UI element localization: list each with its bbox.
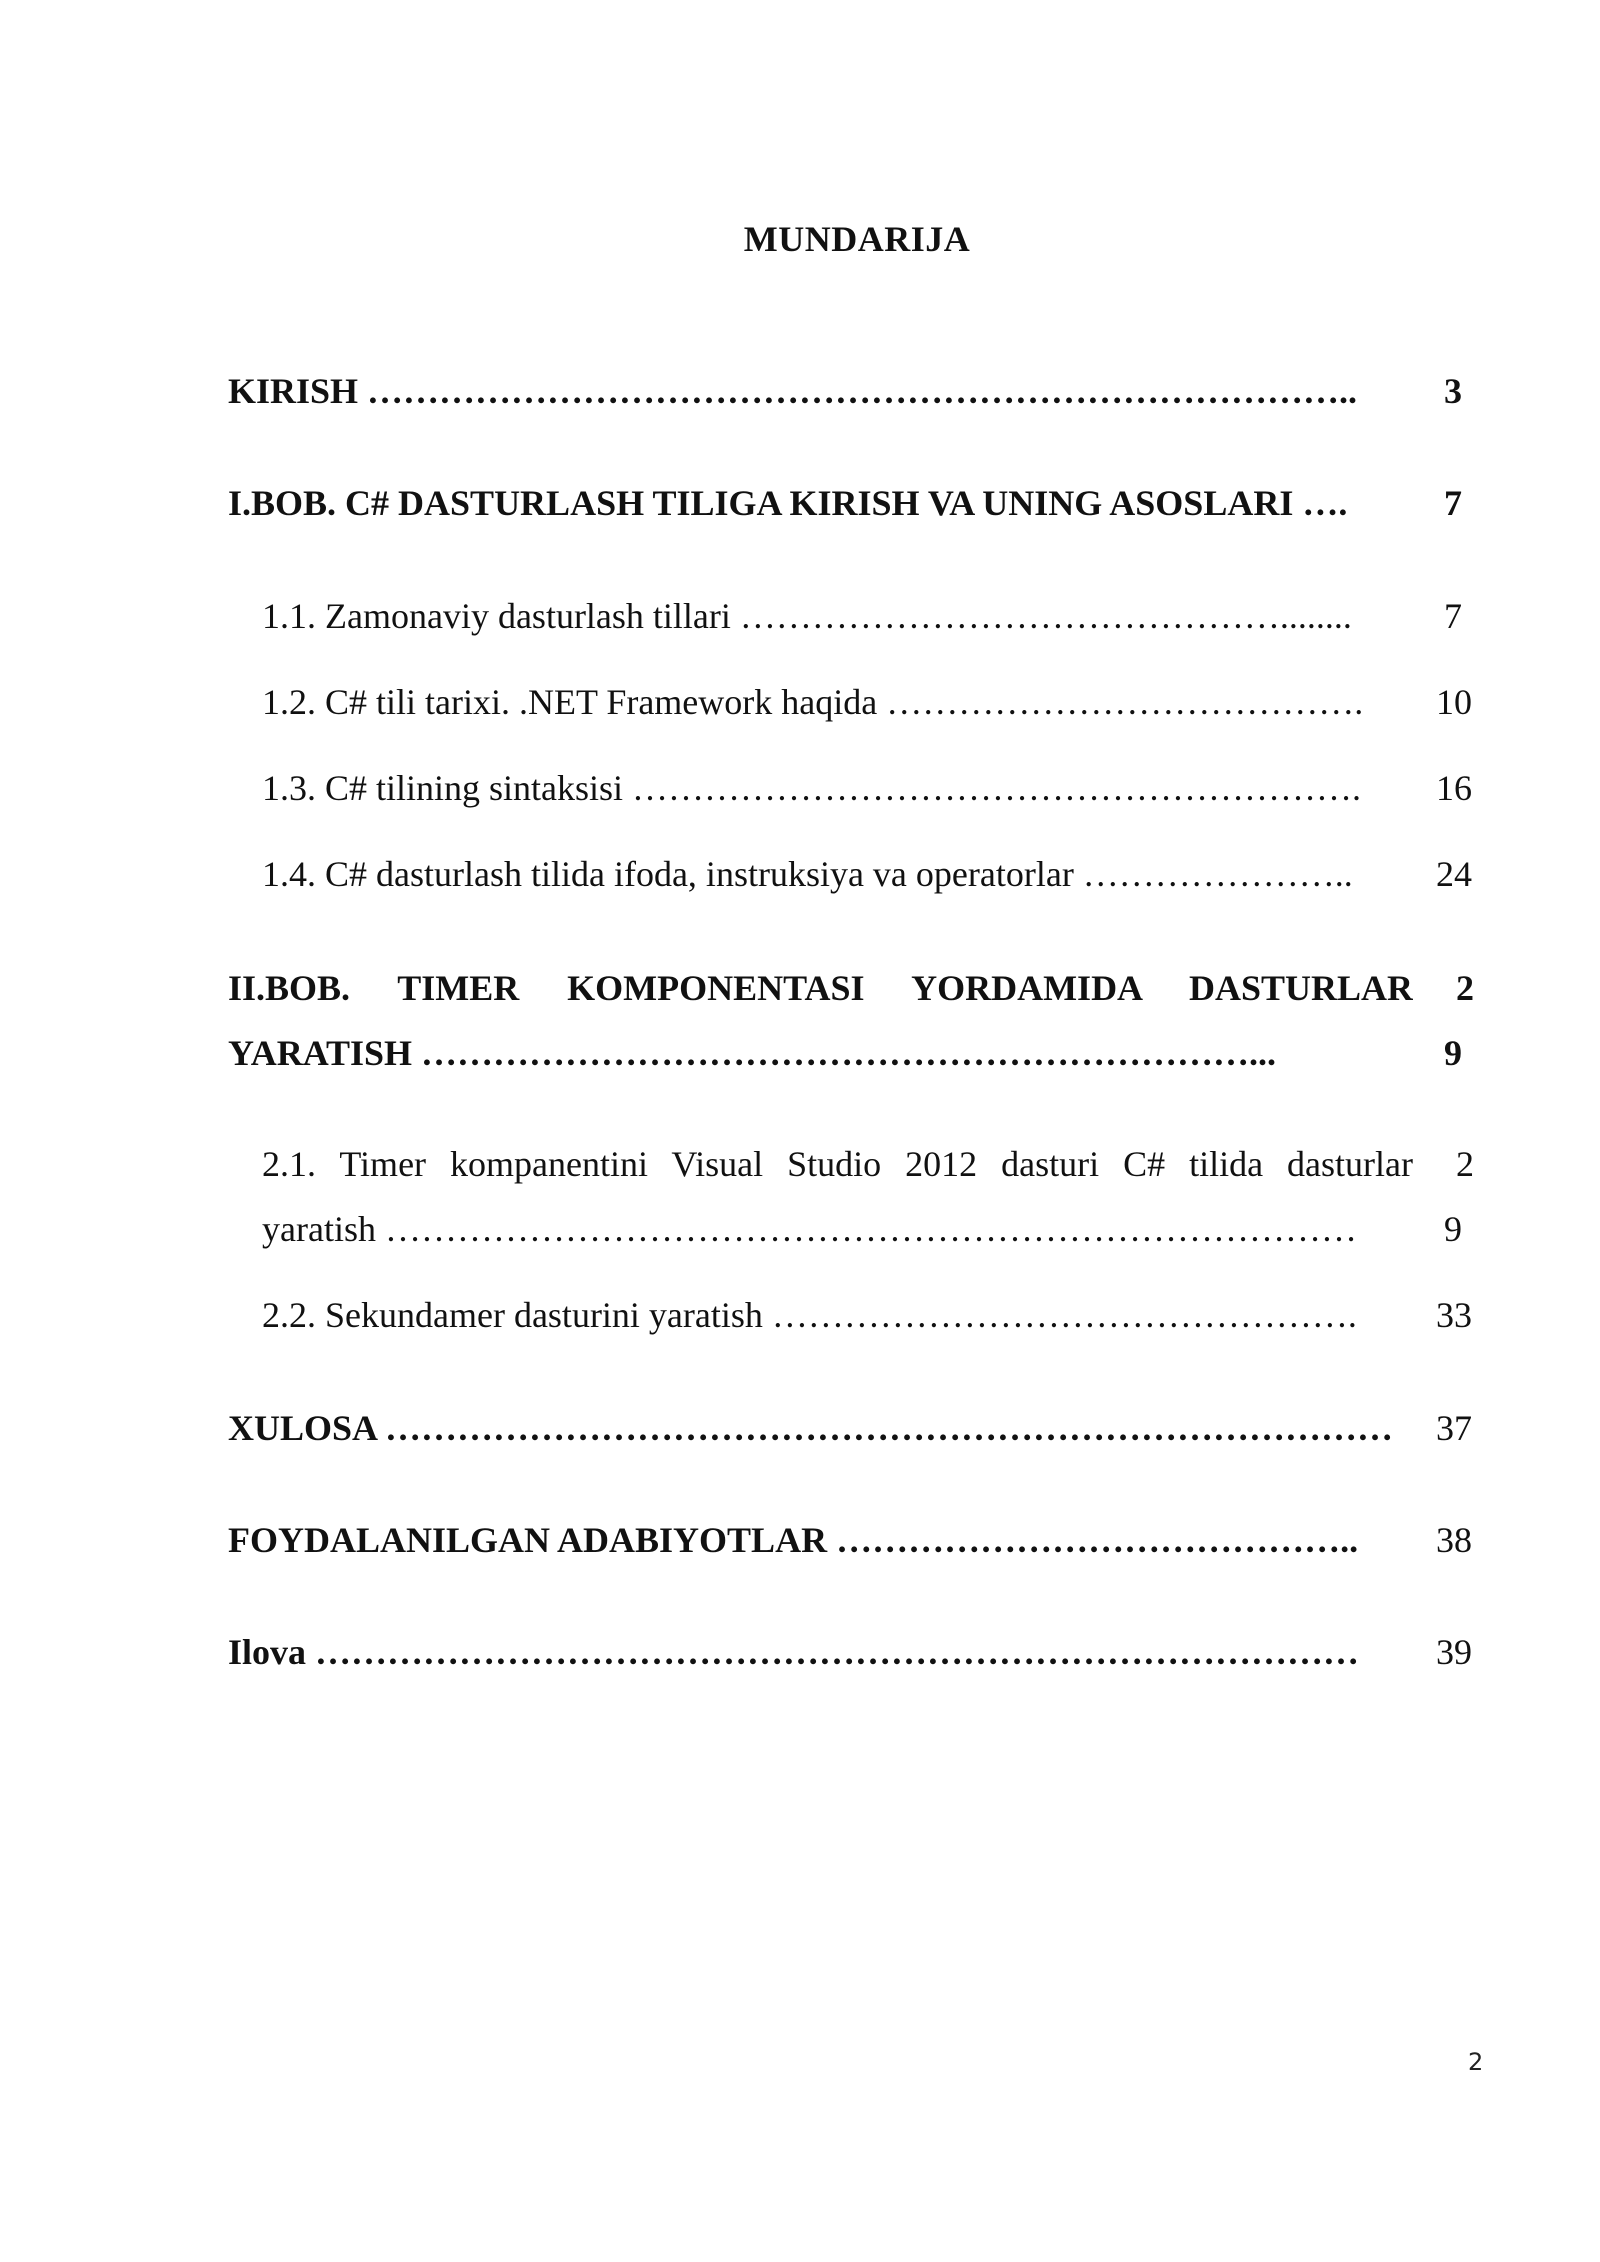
toc-entry-title: XULOSA ………………………………………………………………………… <box>228 1408 1394 1448</box>
toc-entry-page: 16 <box>1436 768 1472 808</box>
toc-entry-page: 24 <box>1436 854 1472 894</box>
toc-entry-title: 1.4. C# dasturlash tilida ifoda, instruksiya va operatorlar ………………….. <box>262 854 1353 894</box>
toc-entry-title: 1.2. C# tili tarixi. .NET Framework haqida …………………………………. <box>262 682 1364 722</box>
toc-entry-page: 3 <box>1444 371 1462 411</box>
toc-entry-title-line-2: YARATISH ……………………………………………………………... <box>228 1033 1277 1073</box>
toc-entry-page-line-2: 9 <box>1444 1033 1462 1073</box>
toc-entry-page: 33 <box>1436 1295 1472 1335</box>
toc-entry-title: 2.2. Sekundamer dasturini yaratish …………………………………………. <box>262 1295 1357 1335</box>
page-title: MUNDARIJA <box>743 219 971 259</box>
toc-entry-page: 10 <box>1436 682 1472 722</box>
toc-entry-page: 7 <box>1444 596 1462 636</box>
toc-entry-title: I.BOB. C# DASTURLASH TILIGA KIRISH VA UNING ASOSLARI …. <box>228 483 1348 523</box>
toc-entry-title-line-1: II.BOB. TIMER KOMPONENTASI YORDAMIDA DASTURLAR <box>228 968 1413 1008</box>
toc-entry-page-line-2: 9 <box>1444 1209 1462 1249</box>
toc-entry-title: Ilova …………………………………………………………………………… <box>228 1632 1360 1672</box>
toc-entry-title-line-2: yaratish ……………………………………………………………………… <box>262 1209 1357 1249</box>
footer-page-number: 2 <box>1468 2048 1484 2076</box>
toc-entry-title-line-1: 2.1. Timer kompanentini Visual Studio 2012 dasturi C# tilida dasturlar <box>262 1144 1413 1184</box>
toc-entry-page: 7 <box>1444 483 1462 523</box>
toc-entry-title: KIRISH ……………………………………………………………………….. <box>228 371 1358 411</box>
toc-entry-title: 1.1. Zamonaviy dasturlash tillari ………………………………………........ <box>262 596 1352 636</box>
toc-entry-page-line-1: 2 <box>1456 968 1474 1008</box>
toc-entry-page: 37 <box>1436 1408 1472 1448</box>
toc-entry-page: 38 <box>1436 1520 1472 1560</box>
toc-entry-title: 1.3. C# tilining sintaksisi ……………………………………………………. <box>262 768 1362 808</box>
toc-entry-page: 39 <box>1436 1632 1472 1672</box>
toc-entry-page-line-1: 2 <box>1456 1144 1474 1184</box>
toc-entry-title: FOYDALANILGAN ADABIYOTLAR …………………………………….. <box>228 1520 1359 1560</box>
